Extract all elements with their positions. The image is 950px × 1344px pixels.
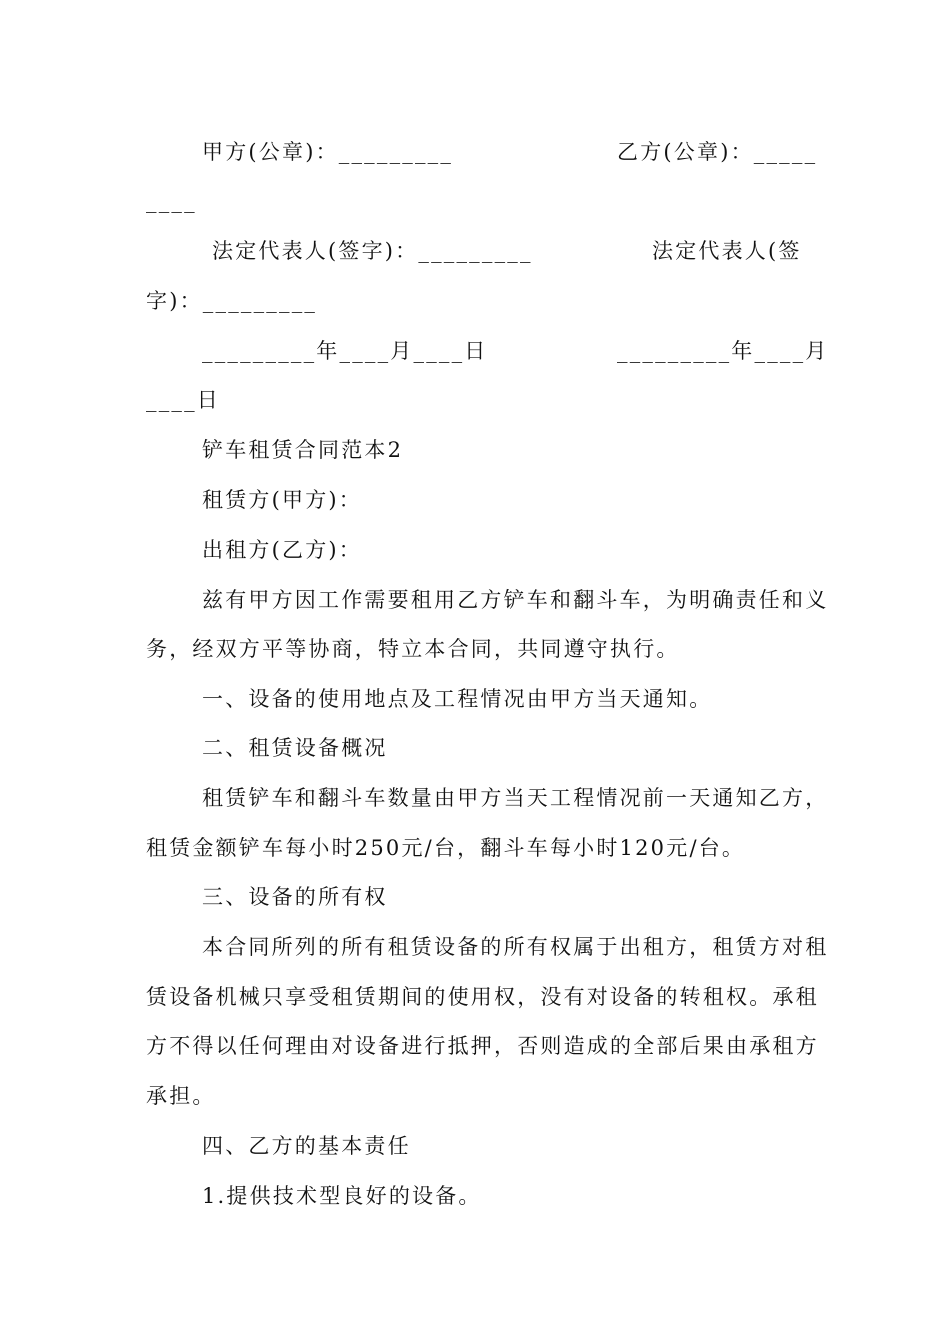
intro-paragraph-line: 务，经双方平等协商，特立本合同，共同遵守执行。	[146, 637, 680, 661]
clause-2-heading: 二、租赁设备概况	[202, 736, 388, 760]
legal-rep-b: 法定代表人(签	[652, 239, 802, 263]
clause-4-heading: 四、乙方的基本责任	[202, 1134, 411, 1158]
party-b-seal-continued: ____	[146, 189, 197, 213]
intro-paragraph-line: 兹有甲方因工作需要租用乙方铲车和翻斗车，为明确责任和义	[202, 588, 829, 612]
date-a: _________年____月____日	[202, 339, 488, 363]
date-b-continued: ____日	[146, 388, 220, 412]
lessee-line: 租赁方(甲方)：	[202, 488, 362, 512]
party-a-seal: 甲方(公章)：_________	[202, 140, 454, 164]
clause-4-item-1: 1.提供技术型良好的设备。	[202, 1184, 482, 1208]
clause-3-heading: 三、设备的所有权	[202, 885, 388, 909]
clause-2-line: 租赁铲车和翻斗车数量由甲方当天工程情况前一天通知乙方，	[202, 786, 829, 810]
contract-title: 铲车租赁合同范本2	[202, 438, 404, 462]
date-b: _________年____月	[617, 339, 829, 363]
legal-rep-a: 法定代表人(签字)：_________	[212, 239, 533, 263]
clause-3-line: 承担。	[146, 1084, 216, 1108]
lessor-line: 出租方(乙方)：	[202, 538, 362, 562]
party-b-seal: 乙方(公章)：_____	[617, 140, 818, 164]
clause-2-line: 租赁金额铲车每小时250元/台，翻斗车每小时120元/台。	[146, 836, 746, 860]
clause-1: 一、设备的使用地点及工程情况由甲方当天通知。	[202, 687, 713, 711]
clause-3-line: 本合同所列的所有租赁设备的所有权属于出租方，租赁方对租	[202, 935, 829, 959]
clause-3-line: 方不得以任何理由对设备进行抵押，否则造成的全部后果由承租方	[146, 1034, 819, 1058]
clause-3-line: 赁设备机械只享受租赁期间的使用权，没有对设备的转租权。承租	[146, 985, 819, 1009]
legal-rep-b-continued: 字)：_________	[146, 289, 318, 313]
